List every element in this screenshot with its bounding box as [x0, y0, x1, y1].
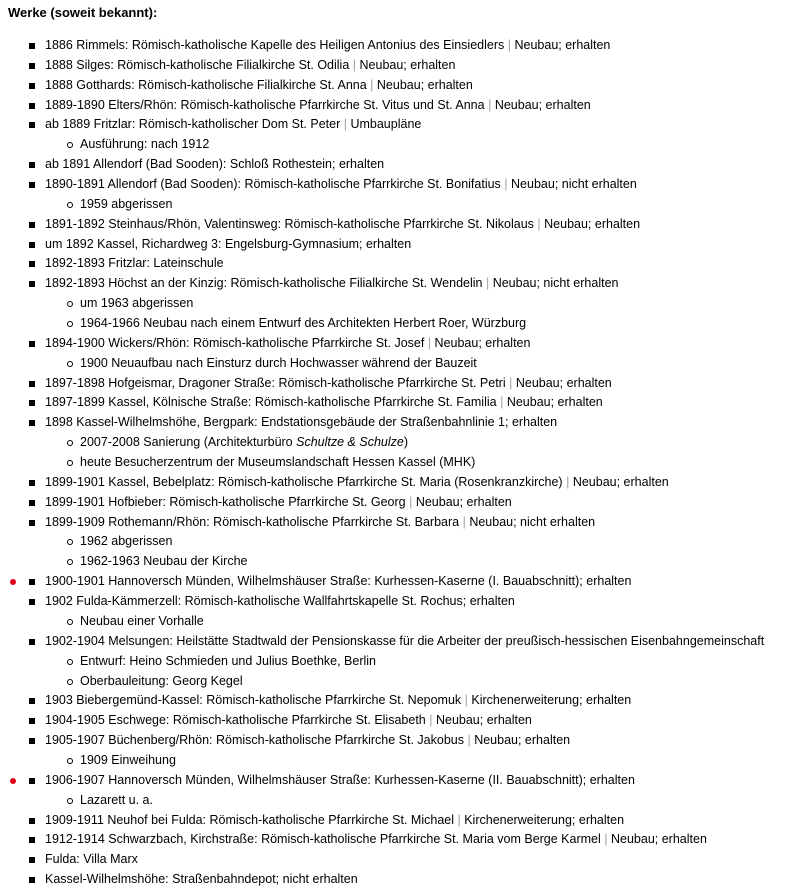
item-status-text: Neubau; erhalten — [415, 494, 512, 509]
item-text — [45, 36, 610, 56]
square-bullet-icon — [29, 857, 35, 863]
item-main-text: heute Besucherzentrum der Museumslandschaft Hessen Kassel (MHK) — [80, 455, 476, 470]
square-bullet-icon — [29, 122, 35, 128]
item-text — [80, 791, 153, 811]
item-text — [45, 870, 358, 890]
work-item — [0, 334, 800, 354]
work-item — [0, 473, 800, 493]
item-status-text: Neubau; erhalten — [435, 713, 532, 728]
item-main-text: 1909 Einweihung — [80, 752, 176, 767]
item-status-text: Kirchenerweiterung; erhalten — [471, 693, 632, 708]
item-main-text: um 1892 Kassel, Richardweg 3: Engelsburg-Gymnasium; erhalten — [45, 236, 412, 251]
item-text — [45, 215, 640, 235]
item-main-text: 1906-1907 Hannoversch Münden, Wilhelmshäuser Straße: Kurhessen-Kaserne (II. Bauabschnitt); erhalten — [45, 772, 635, 787]
separator: | — [566, 474, 570, 489]
square-bullet-icon — [29, 103, 35, 109]
circle-bullet-icon — [67, 142, 73, 148]
work-subitem — [0, 135, 800, 155]
square-bullet-icon — [29, 222, 35, 228]
square-bullet-icon — [29, 698, 35, 704]
work-subitem — [0, 672, 800, 692]
work-subitem — [0, 751, 800, 771]
separator: | — [604, 832, 608, 847]
square-bullet-icon — [29, 341, 35, 347]
circle-bullet-icon — [67, 321, 73, 327]
work-item — [0, 513, 800, 533]
item-text — [45, 632, 764, 652]
separator: | — [352, 57, 357, 72]
work-item — [0, 393, 800, 413]
circle-bullet-icon — [67, 460, 73, 466]
work-item — [0, 155, 800, 175]
square-bullet-icon — [29, 63, 35, 69]
item-main-text: Lazarett u. a. — [80, 792, 153, 807]
separator: | — [464, 693, 468, 708]
item-main-text: 1897-1898 Hofgeismar, Dragoner Straße: Römisch-katholische Pfarrkirche St. Petri — [45, 375, 506, 390]
square-bullet-icon — [29, 281, 35, 287]
item-main-text: Oberbauleitung: Georg Kegel — [80, 673, 243, 688]
separator: | — [488, 97, 492, 112]
square-bullet-icon — [29, 579, 35, 585]
item-main-text: Ausführung: nach 1912 — [80, 137, 210, 152]
item-main-text: 1903 Biebergemünd-Kassel: Römisch-katholische Pfarrkirche St. Nepomuk — [45, 693, 462, 708]
item-text — [45, 155, 384, 175]
item-main-text: 1891-1892 Steinhaus/Rhön, Valentinsweg: Römisch-katholische Pfarrkirche St. Nikolaus — [45, 216, 534, 231]
item-text — [80, 195, 172, 215]
item-status-text: Kirchenerweiterung; erhalten — [464, 812, 625, 827]
item-status-text: Neubau; erhalten — [494, 97, 591, 112]
work-item — [0, 691, 800, 711]
square-bullet-icon — [29, 500, 35, 506]
separator: | — [429, 713, 433, 728]
item-text — [45, 334, 530, 354]
circle-bullet-icon — [67, 798, 73, 804]
separator: | — [427, 335, 432, 350]
work-item — [0, 771, 800, 791]
item-text — [80, 532, 172, 552]
separator: | — [467, 733, 471, 748]
item-status-text: Neubau; erhalten — [514, 38, 611, 52]
work-subitem — [0, 791, 800, 811]
item-italic-text: Schultze & Schulze — [296, 435, 404, 450]
item-status-text: Umbaupläne — [350, 117, 422, 132]
separator: | — [343, 117, 347, 132]
work-item — [0, 711, 800, 731]
work-item — [0, 235, 800, 255]
item-main-text: 1962 abgerissen — [80, 534, 173, 549]
item-main-text: Neubau einer Vorhalle — [80, 613, 204, 628]
work-item — [0, 254, 800, 274]
item-text — [80, 433, 408, 453]
item-main-text: 1964-1966 Neubau nach einem Entwurf des Architekten Herbert Roer, Würzburg — [80, 316, 527, 331]
square-bullet-icon — [29, 182, 35, 188]
work-item — [0, 56, 800, 76]
item-text — [80, 354, 477, 374]
item-main-text: 1909-1911 Neuhof bei Fulda: Römisch-katholische Pfarrkirche St. Michael — [45, 812, 454, 827]
work-item — [0, 811, 800, 831]
work-item — [0, 76, 800, 96]
item-status-text: Neubau; erhalten — [376, 77, 473, 92]
item-text — [80, 135, 209, 155]
item-main-text: 1888 Gotthards: Römisch-katholische Filialkirche St. Anna — [45, 77, 367, 92]
item-status-text: Neubau; erhalten — [474, 733, 571, 748]
red-marker-icon — [10, 778, 16, 784]
work-subitem — [0, 652, 800, 672]
item-main-text: 1890-1891 Allendorf (Bad Sooden): Römisch-katholische Pfarrkirche St. Bonifatius — [45, 177, 501, 192]
works-list — [0, 36, 800, 890]
square-bullet-icon — [29, 738, 35, 744]
work-subitem — [0, 552, 800, 572]
item-text — [45, 96, 591, 116]
circle-bullet-icon — [67, 539, 73, 545]
item-main-text: 1886 Rimmels: Römisch-katholische Kapelle des Heiligen Antonius des Einsiedlers — [45, 38, 505, 52]
item-text — [80, 552, 247, 572]
separator: | — [509, 375, 513, 390]
work-item — [0, 96, 800, 116]
square-bullet-icon — [29, 480, 35, 486]
item-text — [45, 254, 224, 274]
square-bullet-icon — [29, 778, 35, 784]
item-status-text: Neubau; erhalten — [434, 335, 531, 350]
item-main-text: 1889-1890 Elters/Rhön: Römisch-katholische Pfarrkirche St. Vitus und St. Anna — [45, 97, 485, 112]
item-text — [80, 453, 475, 473]
item-text — [45, 513, 595, 533]
item-main-text: ab 1889 Fritzlar: Römisch-katholischer Dom St. Peter — [45, 117, 341, 132]
item-status-text: Neubau; nicht erhalten — [469, 514, 596, 529]
item-text — [45, 771, 635, 791]
square-bullet-icon — [29, 381, 35, 387]
circle-bullet-icon — [67, 559, 73, 565]
square-bullet-icon — [29, 43, 35, 49]
work-item — [0, 215, 800, 235]
square-bullet-icon — [29, 877, 35, 883]
item-main-text: 1902-1904 Melsungen: Heilstätte Stadtwald der Pensionskasse für die Arbeiter der preußisch-hessischen Eisenbahngemeinschaft — [45, 633, 765, 648]
work-subitem — [0, 532, 800, 552]
separator: | — [537, 216, 541, 231]
item-text — [45, 473, 669, 493]
separator: | — [485, 276, 490, 291]
work-item — [0, 175, 800, 195]
work-item — [0, 115, 800, 135]
item-main-text: 1900 Neuaufbau nach Einsturz durch Hochwasser während der Bauzeit — [80, 355, 477, 370]
item-status-text: Neubau; erhalten — [515, 375, 612, 390]
item-text — [45, 175, 637, 195]
item-text — [80, 751, 176, 771]
item-text — [45, 274, 618, 294]
work-item — [0, 632, 800, 652]
item-status-text: Neubau; nicht erhalten — [492, 276, 619, 291]
item-text — [45, 592, 515, 612]
item-text — [45, 76, 473, 96]
item-text — [45, 711, 532, 731]
item-status-text: Neubau; erhalten — [359, 57, 456, 72]
circle-bullet-icon — [67, 301, 73, 307]
item-text — [45, 572, 631, 592]
separator: | — [409, 494, 413, 509]
item-status-text: Neubau; erhalten — [572, 474, 669, 489]
item-main-text: Fulda: Villa Marx — [45, 852, 138, 867]
item-text — [80, 672, 243, 692]
item-text — [45, 493, 512, 513]
separator: | — [370, 77, 374, 92]
separator: | — [504, 177, 508, 192]
item-text — [45, 811, 624, 831]
item-text — [45, 830, 707, 850]
item-main-text: Kassel-Wilhelmshöhe: Straßenbahndepot; nicht erhalten — [45, 872, 358, 887]
page-heading: Werke (soweit bekannt): — [8, 5, 158, 20]
work-item — [0, 274, 800, 294]
item-main-text: 1892-1893 Höchst an der Kinzig: Römisch-katholische Filialkirche St. Wendelin — [45, 276, 483, 291]
square-bullet-icon — [29, 400, 35, 406]
item-status-text: Neubau; nicht erhalten — [511, 177, 637, 192]
item-main-text: 1905-1907 Büchenberg/Rhön: Römisch-katholische Pfarrkirche St. Jakobus — [45, 733, 464, 748]
work-item — [0, 850, 800, 870]
work-subitem — [0, 433, 800, 453]
item-main-text: 1899-1901 Hofbieber: Römisch-katholische Pfarrkirche St. Georg — [45, 494, 406, 509]
square-bullet-icon — [29, 242, 35, 248]
work-item — [0, 592, 800, 612]
item-main-text: 1904-1905 Eschwege: Römisch-katholische Pfarrkirche St. Elisabeth — [45, 713, 426, 728]
item-status-text: Neubau; erhalten — [611, 832, 707, 847]
item-text — [80, 294, 193, 314]
work-item — [0, 870, 800, 890]
item-closing-text: ) — [403, 435, 408, 450]
item-main-text: 1900-1901 Hannoversch Münden, Wilhelmshäuser Straße: Kurhessen-Kaserne (I. Bauabschnitt); erhalten — [45, 574, 632, 589]
circle-bullet-icon — [67, 659, 73, 665]
item-text — [45, 235, 411, 255]
item-text — [80, 612, 204, 632]
circle-bullet-icon — [67, 202, 73, 208]
item-main-text: Entwurf: Heino Schmieden und Julius Boethke, Berlin — [80, 653, 376, 668]
square-bullet-icon — [29, 818, 35, 824]
item-text — [45, 691, 631, 711]
work-item — [0, 731, 800, 751]
separator: | — [462, 514, 466, 529]
red-marker-icon — [10, 579, 16, 585]
item-main-text: 1962-1963 Neubau der Kirche — [80, 554, 248, 569]
square-bullet-icon — [29, 520, 35, 526]
item-text — [45, 413, 557, 433]
item-text — [45, 374, 612, 394]
item-main-text: 2007-2008 Sanierung (Architekturbüro — [80, 435, 293, 450]
work-subitem — [0, 612, 800, 632]
item-main-text: 1959 abgerissen — [80, 196, 173, 211]
circle-bullet-icon — [67, 679, 73, 685]
square-bullet-icon — [29, 639, 35, 645]
item-status-text: Neubau; erhalten — [544, 216, 641, 231]
square-bullet-icon — [29, 837, 35, 843]
work-subitem — [0, 294, 800, 314]
item-text — [45, 731, 570, 751]
work-item — [0, 36, 800, 56]
separator: | — [500, 395, 504, 410]
square-bullet-icon — [29, 162, 35, 168]
work-item — [0, 830, 800, 850]
item-main-text: 1888 Silges: Römisch-katholische Filialkirche St. Odilia — [45, 57, 350, 72]
square-bullet-icon — [29, 599, 35, 605]
item-text — [45, 56, 455, 76]
circle-bullet-icon — [67, 440, 73, 446]
item-status-text: Neubau; erhalten — [506, 395, 603, 410]
circle-bullet-icon — [67, 361, 73, 367]
item-main-text: um 1963 abgerissen — [80, 296, 194, 311]
work-subitem — [0, 314, 800, 334]
item-main-text: ab 1891 Allendorf (Bad Sooden): Schloß Rothestein; erhalten — [45, 157, 385, 172]
circle-bullet-icon — [67, 619, 73, 625]
work-item — [0, 572, 800, 592]
square-bullet-icon — [29, 261, 35, 267]
item-main-text: 1902 Fulda-Kämmerzell: Römisch-katholische Wallfahrtskapelle St. Rochus; erhalten — [45, 594, 515, 609]
item-main-text: 1894-1900 Wickers/Rhön: Römisch-katholische Pfarrkirche St. Josef — [45, 335, 425, 350]
item-main-text: 1912-1914 Schwarzbach, Kirchstraße: Römisch-katholische Pfarrkirche St. Maria vom Berge Karmel — [45, 832, 601, 847]
work-subitem — [0, 195, 800, 215]
item-main-text: 1898 Kassel-Wilhelmshöhe, Bergpark: Endstationsgebäude der Straßenbahnlinie 1; erhalten — [45, 415, 558, 430]
separator: | — [457, 812, 461, 827]
work-subitem — [0, 453, 800, 473]
item-main-text: 1892-1893 Fritzlar: Lateinschule — [45, 256, 224, 271]
item-text — [45, 850, 138, 870]
separator: | — [507, 38, 511, 52]
work-item — [0, 374, 800, 394]
circle-bullet-icon — [67, 758, 73, 764]
square-bullet-icon — [29, 83, 35, 89]
item-main-text: 1899-1909 Rothemann/Rhön: Römisch-katholische Pfarrkirche St. Barbara — [45, 514, 460, 529]
item-main-text: 1897-1899 Kassel, Kölnische Straße: Römisch-katholische Pfarrkirche St. Familia — [45, 395, 497, 410]
square-bullet-icon — [29, 718, 35, 724]
square-bullet-icon — [29, 420, 35, 426]
item-main-text: 1899-1901 Kassel, Bebelplatz: Römisch-katholische Pfarrkirche St. Maria (Rosenkranzkirche) — [45, 474, 563, 489]
item-text — [45, 115, 421, 135]
item-text — [80, 314, 526, 334]
work-subitem — [0, 354, 800, 374]
item-text — [45, 393, 603, 413]
item-text — [80, 652, 376, 672]
work-item — [0, 493, 800, 513]
work-item — [0, 413, 800, 433]
